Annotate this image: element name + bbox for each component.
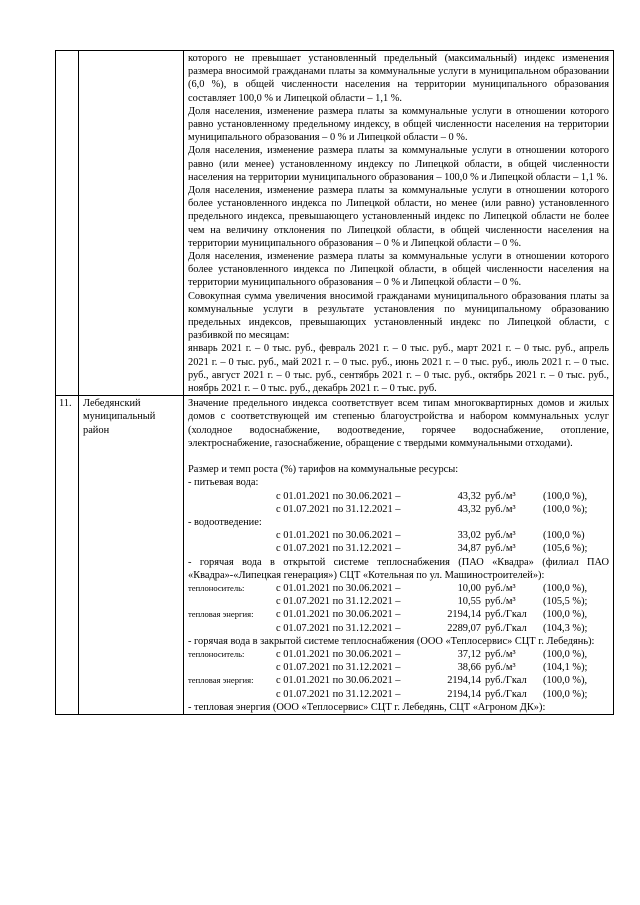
- paragraph: январь 2021 г. – 0 тыс. руб., февраль 2021 г. – 0 тыс. руб., март 2021 г. – 0 тыс. руб., апрель 2021 г. – 0 тыс. руб., май 2021 г. – 0 тыс. руб., июнь 2021 г. – 0 тыс. руб., июль 2021 г. – 0 тыс. руб., август 2021 г. – 0 тыс. руб., сентябрь 2021 г. – 0 тыс. руб., октябрь 2021 г. – 0 тыс. руб., ноябрь 2021 г. – 0 тыс. руб., декабрь 2021 г. – 0 тыс. руб.: [188, 343, 609, 395]
- tariff-row: теплоноситель: с 01.01.2021 по 30.06.2021 – 10,00 руб./м³ (100,0 %),: [188, 582, 588, 594]
- hot-water-closed-title: - горячая вода в закрытой системе теплоснабжения (ООО «Теплосервис» СЦТ г. Лебедянь):: [188, 635, 595, 647]
- tariff-row: с 01.01.2021 по 30.06.2021 – 43,32 руб./м³ (100,0 %),: [276, 490, 588, 502]
- document-table: [55, 50, 614, 715]
- district-cell: [79, 51, 184, 396]
- description-cell: [184, 396, 614, 715]
- row-number-cell: [56, 396, 79, 715]
- paragraph: которого не превышает установленный предельный (максимальный) индекс изменения размера вносимой гражданами платы за коммунальные услуги в муниципальном образовании (6,0 %), в общей численности населения на территории муниципального образования составляет 100,0 % и Липецкой области – 1,1 %.: [188, 53, 609, 104]
- tariffs-heading: Размер и темп роста (%) тарифов на коммунальные ресурсы:: [188, 464, 459, 476]
- tariff-row: с 01.07.2021 по 31.12.2021 – 38,66 руб./м³ (104,1 %);: [276, 662, 588, 674]
- wastewater-title: - водоотведение:: [188, 516, 262, 528]
- district-cell: [79, 396, 184, 715]
- paragraph: Доля населения, изменение размера платы за коммунальные услуги в отношении которого равно установленному предельному индексу, в общей численности населения на территории муниципального образования – 0 % и Липецкой области – 0 %.: [188, 105, 609, 144]
- description-cell: [184, 51, 614, 396]
- paragraph: Доля населения, изменение размера платы за коммунальные услуги в отношении которого более установленного индекса по Липецкой области, но менее (или равно) установленного предельного индекса, превышающего установленный индекс по Липецкой области не более чем на величину отклонения по Липецкой области, в общей численности населения на территории муниципального образования – 0 % и Липецкой области – 0 %.: [188, 185, 609, 249]
- tariff-row: с 01.07.2021 по 31.12.2021 – 10,55 руб./м³ (105,5 %);: [276, 596, 588, 608]
- row-number-cell: [56, 51, 79, 396]
- tariff-row: с 01.01.2021 по 30.06.2021 – 33,02 руб./м³ (100,0 %): [276, 530, 585, 542]
- tariff-row: с 01.07.2021 по 31.12.2021 – 43,32 руб./м³ (100,0 %);: [276, 503, 588, 515]
- drinking-water-title: - питьевая вода:: [188, 477, 259, 489]
- table-row-11: [56, 396, 614, 715]
- tariff-row: с 01.07.2021 по 31.12.2021 – 2289,07 руб./Гкал (104,3 %);: [276, 622, 588, 634]
- paragraph: Доля населения, изменение размера платы за коммунальные услуги в отношении которого более установленного индекса по Липецкой области, в общей численности населения на территории муниципального образования – 0 % и Липецкой области – 0 %.: [188, 251, 609, 289]
- tariff-row: тепловая энергия: с 01.01.2021 по 30.06.2021 – 2194,14 руб./Гкал (100,0 %),: [188, 609, 588, 621]
- paragraph: Доля населения, изменение размера платы за коммунальные услуги в отношении которого равно (или менее) установленному индексу по Липецкой области, в общей численности населения на территории муниципального образования – 100,0 % и Липецкой области – 1,1 %.: [188, 145, 609, 183]
- hot-water-open-title: - горячая вода в открытой системе теплоснабжения (ПАО «Квадра» (филиал ПАО «Квадра»-«Липецкая генерация») СЦТ «Котельная по ул. Машиностроителей»):: [188, 556, 609, 581]
- district-name: Лебедянский муниципальный район: [83, 398, 156, 436]
- tariff-row: тепловая энергия: с 01.01.2021 по 30.06.2021 – 2194,14 руб./Гкал (100,0 %),: [188, 675, 588, 687]
- heat-energy-title: - тепловая энергия (ООО «Теплосервис» СЦТ г. Лебедянь, СЦТ «Агроном ДК»):: [188, 701, 546, 713]
- table-row-continued: [56, 51, 614, 396]
- tariff-row: с 01.07.2021 по 31.12.2021 – 34,87 руб./м³ (105,6 %);: [276, 543, 588, 555]
- tariff-row: с 01.07.2021 по 31.12.2021 – 2194,14 руб./Гкал (100,0 %);: [276, 688, 588, 700]
- paragraph: Совокупная сумма увеличения вносимой гражданами муниципального образования платы за коммунальные услуги в результате установления по муниципальному образованию предельных индексов, превышающих установленный индекс по Липецкой области, с разбивкой по месяцам:: [188, 290, 609, 342]
- tariff-row: теплоноситель: с 01.01.2021 по 30.06.2021 – 37,12 руб./м³ (100,0 %),: [188, 648, 588, 660]
- row-number: 11.: [59, 398, 72, 410]
- intro-paragraph: Значение предельного индекса соответствует всем типам многоквартирных домов и жилых домов с соответствующей им степенью благоустройства и набором коммунальных услуг (холодное водоснабжение, водоотведение, горячее водоснабжение, отопление, электроснабжение, газоснабжение, обращение с твердыми коммунальными отходами).: [188, 398, 609, 449]
